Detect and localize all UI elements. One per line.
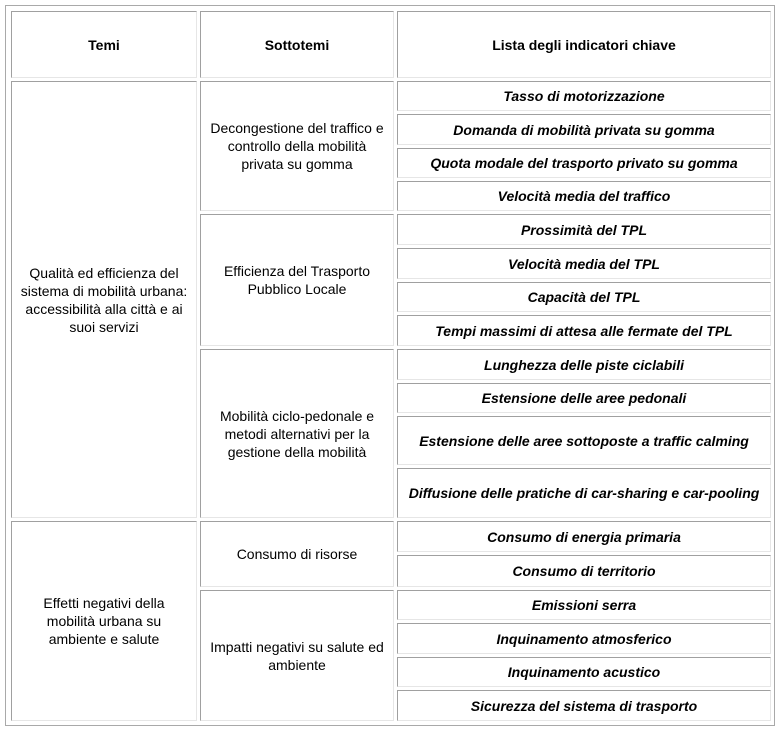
tema-cell: Effetti negativi della mobilità urbana su ambiente e salute	[11, 521, 197, 721]
indicatore-cell: Estensione delle aree sottoposte a traffic calming	[397, 416, 771, 465]
tema-cell: Qualità ed efficienza del sistema di mobilità urbana: accessibilità alla città e ai suoi servizi	[11, 81, 197, 518]
indicatore-cell: Velocità media del TPL	[397, 248, 771, 279]
indicatore-cell: Emissioni serra	[397, 590, 771, 620]
indicators-table	[5, 5, 775, 726]
indicatore-cell: Diffusione delle pratiche di car-sharing e car-pooling	[397, 468, 771, 518]
sottotema-cell: Consumo di risorse	[200, 521, 394, 587]
indicatore-cell: Estensione delle aree pedonali	[397, 383, 771, 413]
header-sottotemi: Sottotemi	[200, 11, 394, 78]
indicatore-cell: Consumo di territorio	[397, 555, 771, 587]
indicatore-cell: Capacità del TPL	[397, 282, 771, 312]
indicatore-cell: Inquinamento atmosferico	[397, 623, 771, 654]
indicatore-cell: Lunghezza delle piste ciclabili	[397, 349, 771, 380]
indicatore-cell: Prossimità del TPL	[397, 214, 771, 245]
header-temi: Temi	[11, 11, 197, 78]
indicatore-cell: Quota modale del trasporto privato su gomma	[397, 148, 771, 178]
indicatore-cell: Sicurezza del sistema di trasporto	[397, 690, 771, 721]
indicatore-cell: Tempi massimi di attesa alle fermate del TPL	[397, 315, 771, 346]
indicatore-cell: Tasso di motorizzazione	[397, 81, 771, 111]
sottotema-cell: Impatti negativi su salute ed ambiente	[200, 590, 394, 721]
sottotema-cell: Decongestione del traffico e controllo della mobilità privata su gomma	[200, 81, 394, 211]
indicatore-cell: Domanda di mobilità privata su gomma	[397, 114, 771, 145]
sottotema-cell: Mobilità ciclo-pedonale e metodi alternativi per la gestione della mobilità	[200, 349, 394, 518]
indicatore-cell: Inquinamento acustico	[397, 657, 771, 687]
header-indicatori: Lista degli indicatori chiave	[397, 11, 771, 78]
sottotema-cell: Efficienza del Trasporto Pubblico Locale	[200, 214, 394, 346]
indicatore-cell: Velocità media del traffico	[397, 181, 771, 211]
indicatore-cell: Consumo di energia primaria	[397, 521, 771, 552]
